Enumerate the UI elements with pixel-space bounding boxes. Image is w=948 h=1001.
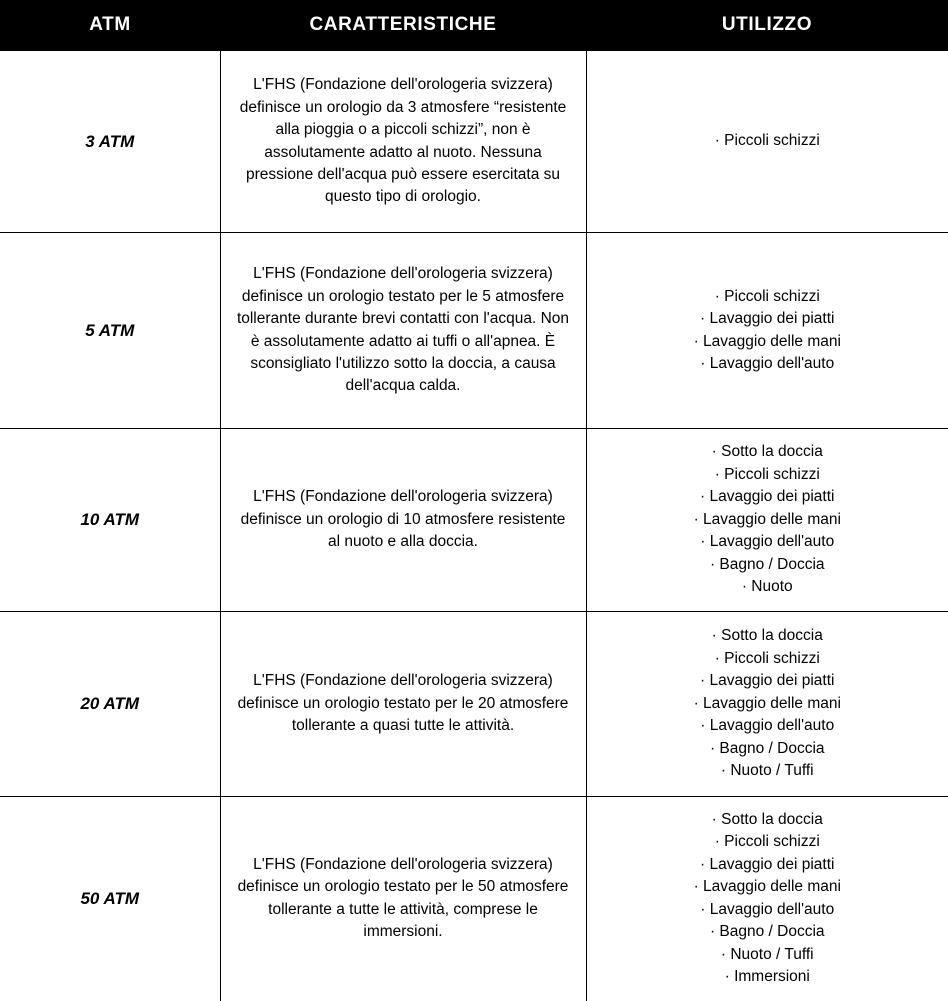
cell-uses xyxy=(586,233,948,429)
cell-uses xyxy=(586,51,948,233)
use-line: · Nuoto / Tuffi xyxy=(720,762,814,780)
cell-description: L'FHS (Fondazione dell'orologeria svizzera) definisce un orologio di 10 atmosfere resistente al nuoto e alla doccia. xyxy=(220,429,586,612)
cell-uses xyxy=(586,612,948,797)
use-line: · Piccoli schizzi xyxy=(714,287,820,305)
cell-uses xyxy=(586,429,948,612)
cell-atm-rating: 3 ATM xyxy=(0,51,220,233)
table-row xyxy=(0,51,948,233)
column-header-caratteristiche: CARATTERISTICHE xyxy=(220,0,586,51)
table-row xyxy=(0,429,948,612)
use-line: · Sotto la doccia xyxy=(711,443,823,461)
cell-description: L'FHS (Fondazione dell'orologeria svizzera) definisce un orologio da 3 atmosfere “resistente alla pioggia o a piccoli schizzi”, non è assolutamente adatto al nuoto. Nessuna pressione dell'acqua può essere esercitata su questo tipo di orologio. xyxy=(220,51,586,233)
table-body xyxy=(0,51,948,1001)
table-row xyxy=(0,612,948,797)
table-row xyxy=(0,797,948,1001)
use-line: · Lavaggio delle mani xyxy=(693,878,841,896)
use-line: · Bagno / Doccia xyxy=(709,923,825,941)
use-line: · Piccoli schizzi xyxy=(714,649,820,667)
use-line: · Nuoto / Tuffi xyxy=(720,945,814,963)
cell-atm-rating: 20 ATM xyxy=(0,612,220,797)
use-line: · Immersioni xyxy=(724,968,810,986)
cell-description: L'FHS (Fondazione dell'orologeria svizzera) definisce un orologio testato per le 5 atmosfere tollerante durante brevi contatti con l'acqua. Non è assolutamente adatto ai tuffi o all'apnea. È sconsigliato l'utilizzo sotto la doccia, a causa dell'acqua calda. xyxy=(220,233,586,429)
use-line: · Piccoli schizzi xyxy=(714,465,820,483)
use-line: · Bagno / Doccia xyxy=(709,555,825,573)
use-line: · Lavaggio delle mani xyxy=(693,510,841,528)
use-line: · Lavaggio delle mani xyxy=(693,694,841,712)
use-line: · Lavaggio delle mani xyxy=(693,332,841,350)
use-line: · Nuoto xyxy=(741,578,793,596)
use-line: · Lavaggio dei piatti xyxy=(700,488,835,506)
table-header xyxy=(0,0,948,51)
use-line: · Lavaggio dei piatti xyxy=(700,310,835,328)
cell-description: L'FHS (Fondazione dell'orologeria svizzera) definisce un orologio testato per le 50 atmosfere tollerante a tutte le attività, comprese le immersioni. xyxy=(220,797,586,1001)
use-line: · Sotto la doccia xyxy=(711,811,823,828)
table-header-row xyxy=(0,0,948,51)
use-line: · Lavaggio dei piatti xyxy=(700,672,835,690)
use-line: · Sotto la doccia xyxy=(711,627,823,645)
cell-atm-rating: 5 ATM xyxy=(0,233,220,429)
use-line: · Lavaggio dell'auto xyxy=(700,354,835,372)
table-row xyxy=(0,233,948,429)
cell-atm-rating: 50 ATM xyxy=(0,797,220,1001)
column-header-atm: ATM xyxy=(0,0,220,51)
use-line: · Lavaggio dell'auto xyxy=(700,533,835,551)
cell-description: L'FHS (Fondazione dell'orologeria svizzera) definisce un orologio testato per le 20 atmosfere tollerante a quasi tutte le attività. xyxy=(220,612,586,797)
use-line: · Lavaggio dei piatti xyxy=(700,855,835,873)
use-line: · Piccoli schizzi xyxy=(714,833,820,851)
column-header-utilizzo: UTILIZZO xyxy=(586,0,948,51)
use-line: · Bagno / Doccia xyxy=(709,739,825,757)
use-line: · Lavaggio dell'auto xyxy=(700,717,835,735)
cell-uses xyxy=(586,797,948,1001)
cell-atm-rating: 10 ATM xyxy=(0,429,220,612)
use-line: · Piccoli schizzi xyxy=(714,132,820,150)
use-line: · Lavaggio dell'auto xyxy=(700,900,835,918)
